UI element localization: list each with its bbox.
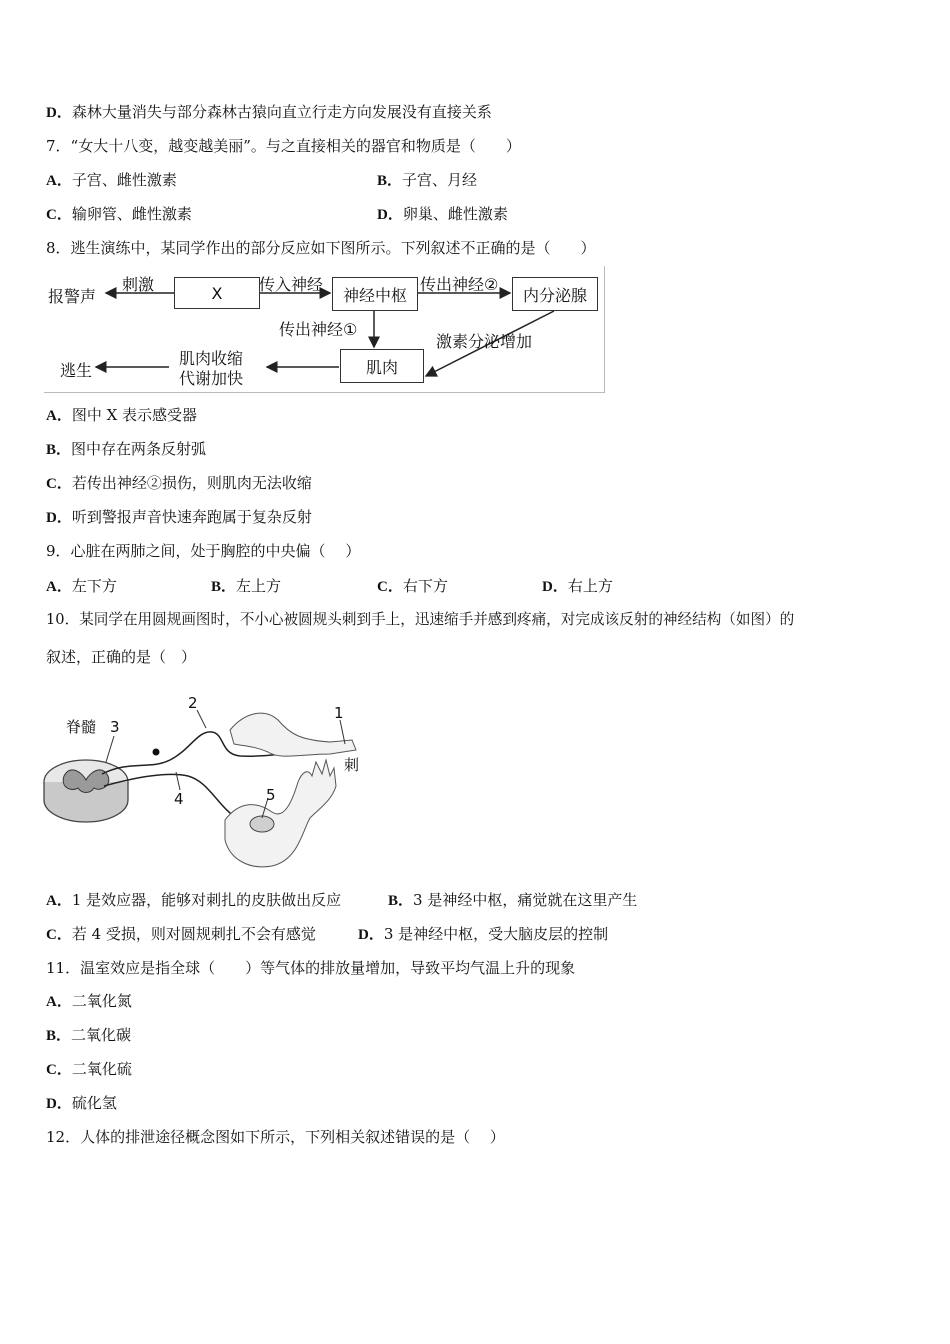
reflex-arc-figure — [40, 690, 370, 872]
nerve-center-box: 神经中枢 — [332, 277, 418, 311]
afferent-label: 传入神经 — [259, 275, 324, 294]
gland-box: 内分泌腺 — [512, 277, 598, 311]
escape-label: 逃生 — [60, 361, 93, 380]
q11-option-a: A．二氧化氮 — [46, 992, 132, 1010]
muscle-box: 肌肉 — [340, 349, 424, 383]
receptor-x-box: X — [174, 277, 260, 309]
spinal-cord-label: 脊髓 — [66, 718, 97, 736]
q10-option-c: C．若 4 受损，则对圆规刺扎不会有感觉 — [46, 925, 316, 943]
q8-option-a: A．图中 X 表示感受器 — [46, 406, 198, 424]
label-5: 5 — [266, 786, 276, 804]
ganglion — [153, 749, 160, 756]
q7-option-c: C．输卵管、雌性激素 — [46, 205, 192, 223]
muscle-effector — [250, 816, 274, 832]
q11-option-c: C．二氧化硫 — [46, 1060, 132, 1078]
q10-stem-line-1: 10．某同学在用圆规画图时，不小心被圆规头刺到手上，迅速缩手并感到疼痛，对完成该反射的神经结构（如图）的 — [46, 611, 795, 628]
q9-option-a: A．左下方 — [46, 577, 117, 595]
label-2: 2 — [188, 694, 198, 712]
pointer-3 — [106, 736, 114, 762]
stimulus-label: 刺激 — [122, 275, 155, 294]
q8-option-c: C．若传出神经②损伤，则肌肉无法收缩 — [46, 474, 312, 492]
q12-stem: 12．人体的排泄途径概念图如下所示，下列相关叙述错误的是（ ） — [46, 1128, 505, 1146]
q6-option-d: D．森林大量消失与部分森林古猿向直立行走方向发展没有直接关系 — [46, 103, 492, 121]
q8-option-d: D．听到警报声音快速奔跑属于复杂反射 — [46, 508, 312, 526]
q11-stem: 11．温室效应是指全球（ ）等气体的排放量增加，导致平均气温上升的现象 — [46, 959, 576, 977]
q9-option-c: C．右下方 — [377, 577, 448, 595]
q7-option-a: A．子宫、雌性激素 — [46, 171, 177, 189]
q8-option-b: B．图中存在两条反射弧 — [46, 440, 207, 458]
q10-option-b: B．3 是神经中枢，痛觉就在这里产生 — [388, 891, 638, 909]
label-4: 4 — [174, 790, 184, 808]
q10-option-a: A．1 是效应器，能够对刺扎的皮肤做出反应 — [46, 891, 342, 909]
label-1: 1 — [334, 704, 344, 722]
metabolism-label: 代谢加快 — [179, 369, 244, 388]
q9-option-d: D．右上方 — [542, 577, 613, 595]
alarm-label: 报警声 — [48, 287, 97, 306]
label-3: 3 — [110, 718, 120, 736]
q7-stem: 7．“女大十八变，越变越美丽”。与之直接相关的器官和物质是（ ） — [46, 137, 521, 155]
pointer-2 — [197, 710, 206, 728]
q11-option-b: B．二氧化碳 — [46, 1026, 132, 1044]
q9-stem: 9．心脏在两肺之间，处于胸腔的中央偏（ ） — [46, 542, 361, 560]
reflex-flow-diagram — [44, 266, 605, 393]
q10-stem-line-2: 叙述，正确的是（ ） — [46, 648, 197, 666]
prick-label: 刺 — [344, 756, 360, 774]
hormone-label: 激素分泌增加 — [436, 332, 533, 351]
q9-option-b: B．左上方 — [211, 577, 282, 595]
efferent-1-label: 传出神经① — [279, 320, 358, 339]
q10-option-d: D．3 是神经中枢，受大脑皮层的控制 — [358, 925, 609, 943]
q7-option-b: B．子宫、月经 — [377, 171, 478, 189]
q8-stem: 8．逃生演练中，某同学作出的部分反应如下图所示。下列叙述不正确的是（ ） — [46, 239, 596, 257]
q7-option-d: D．卵巢、雌性激素 — [377, 205, 508, 223]
q11-option-d: D．硫化氢 — [46, 1094, 117, 1112]
efferent-2-label: 传出神经② — [420, 275, 499, 294]
contract-label: 肌肉收缩 — [179, 349, 244, 368]
lower-arm — [225, 760, 336, 867]
